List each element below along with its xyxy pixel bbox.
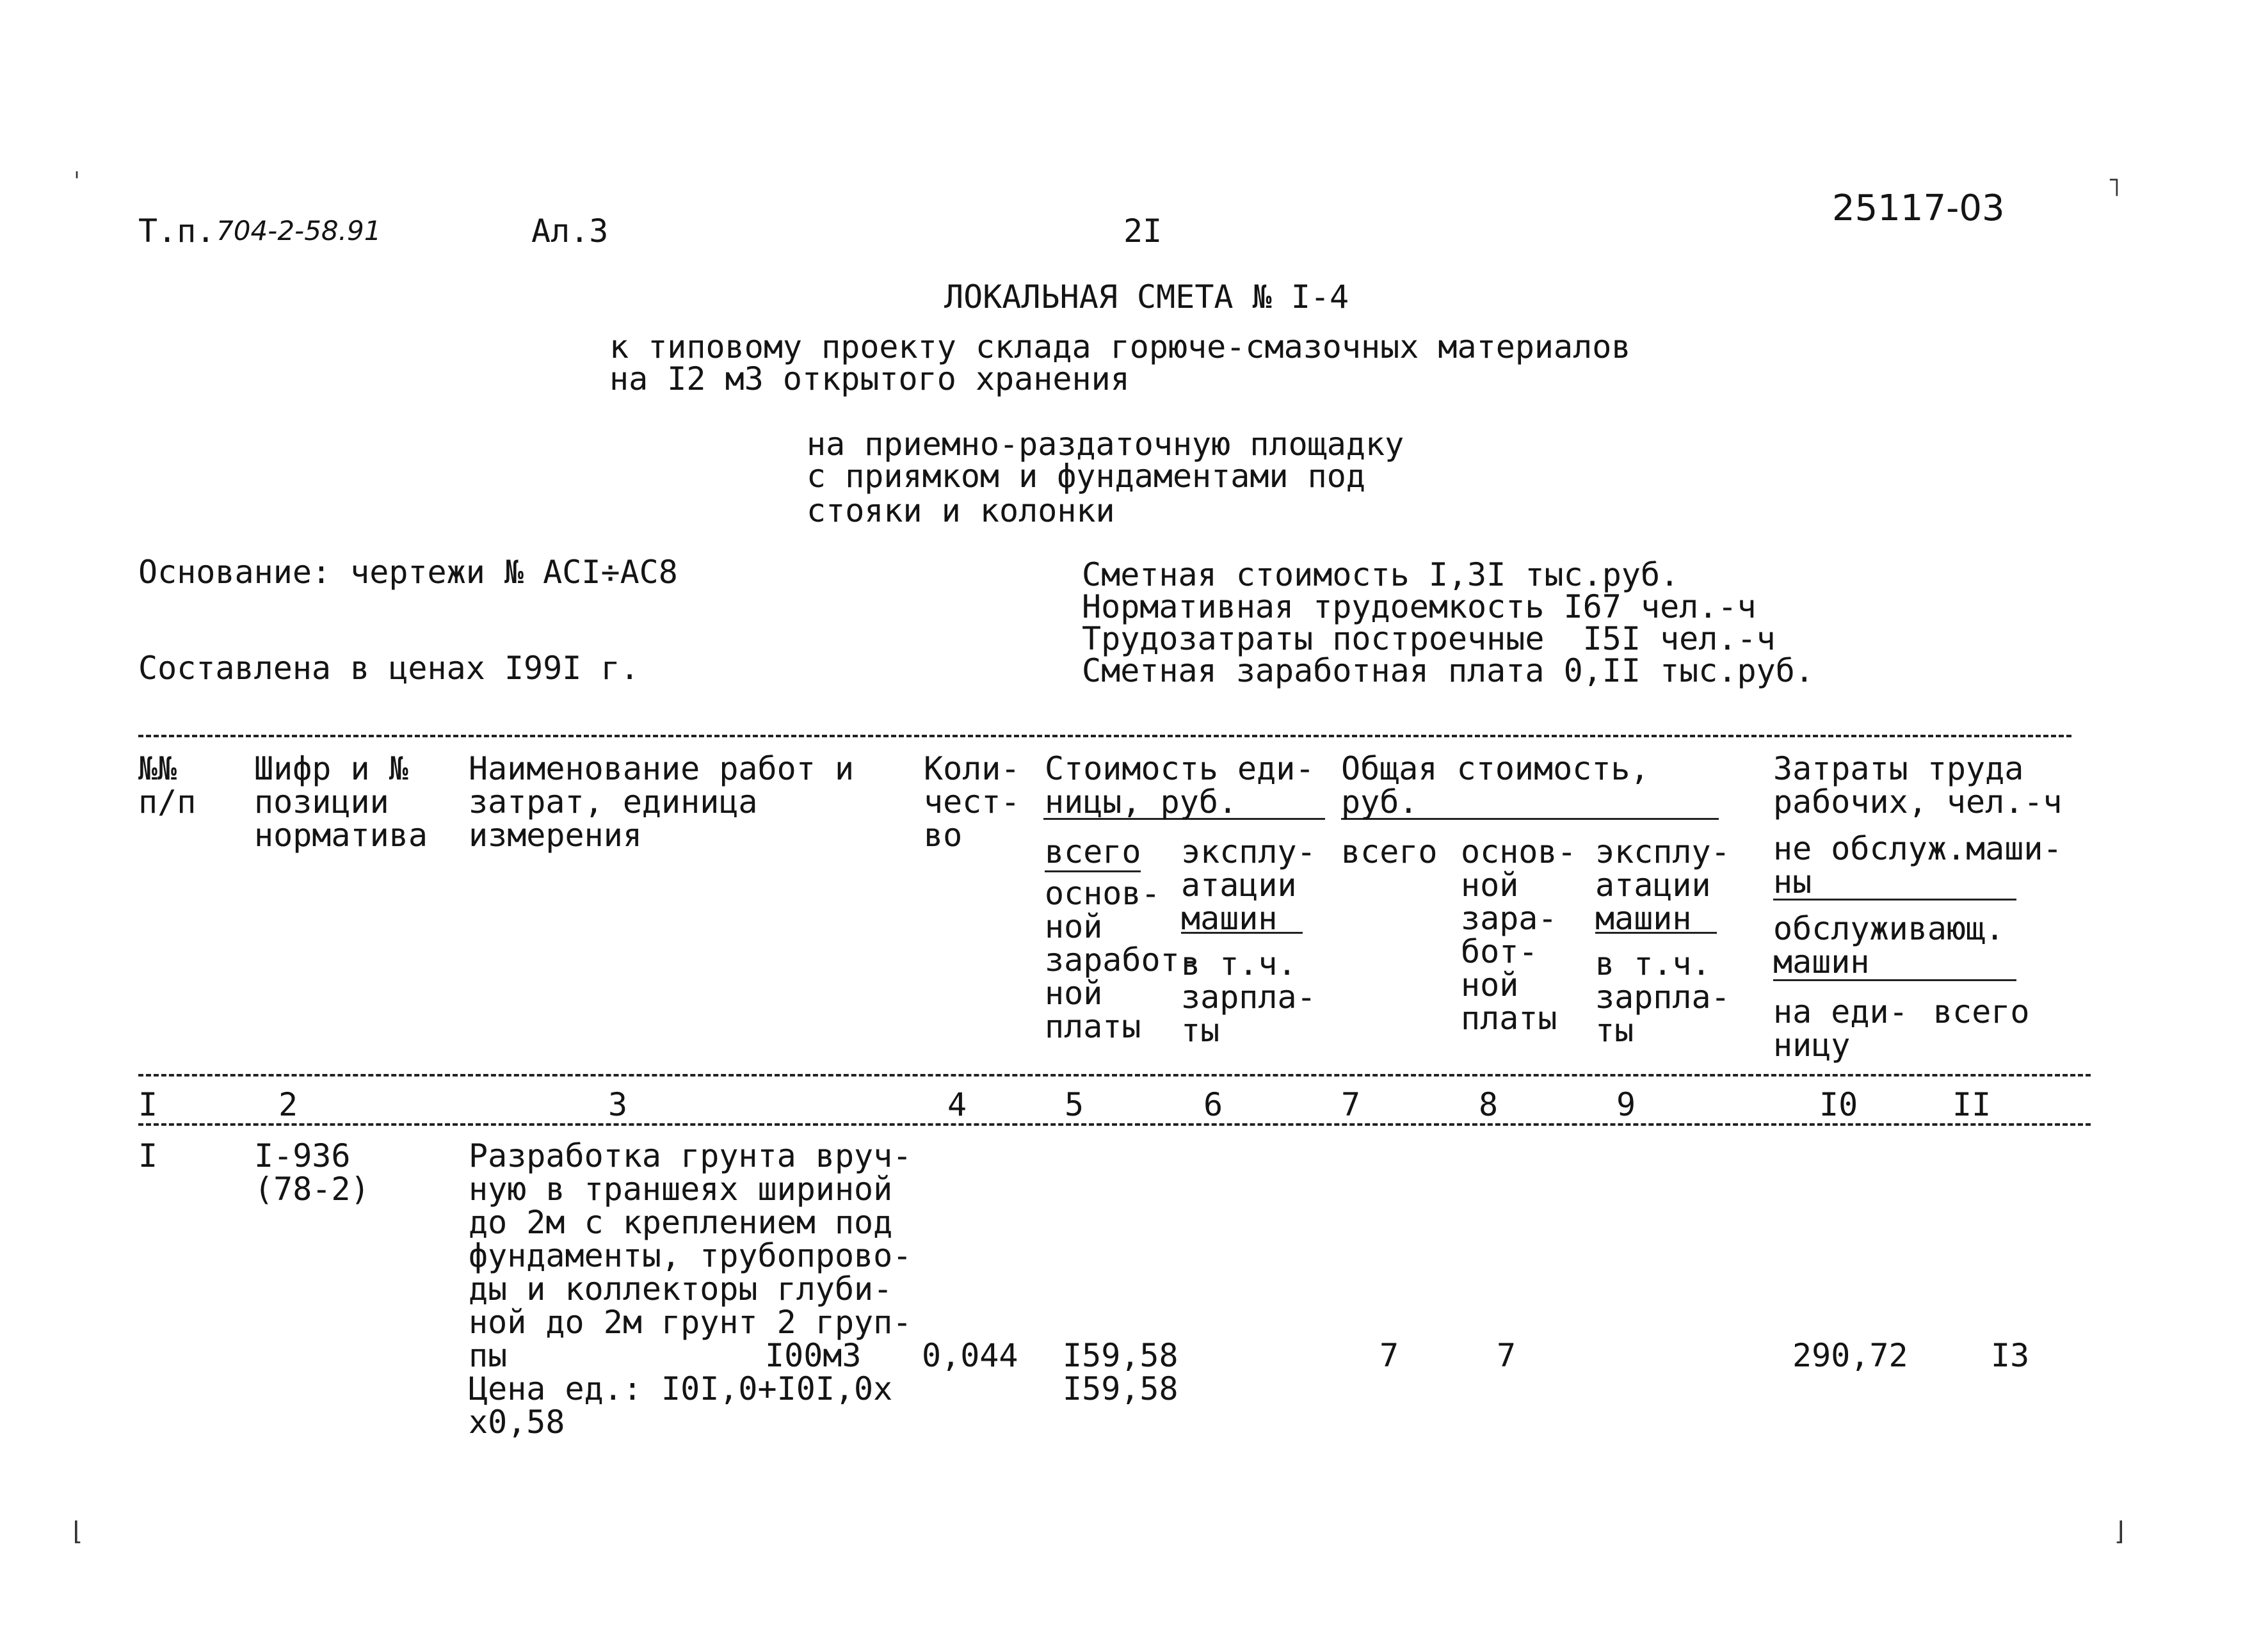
page-title: ЛОКАЛЬНАЯ СМЕТА № I-4	[944, 278, 1349, 316]
header-total-cost: Общая стоимость, руб.	[1341, 750, 1650, 821]
header-labor-machines: обслуживающ. машин	[1773, 910, 2005, 981]
row-unit-total: I59,58	[1063, 1337, 1178, 1374]
row-price-formula: Цена ед.: I0I,0+I0I,0х х0,58	[469, 1370, 893, 1441]
column-number-1: I	[138, 1086, 158, 1123]
page-number: 2I	[1123, 212, 1162, 250]
header-unit-machine-wages: в т.ч. зарпла- ты	[1181, 945, 1316, 1049]
unit-total-underline	[1045, 870, 1141, 872]
header-code: Шифр и № позиции норматива	[254, 750, 428, 854]
row-code: I-936 (78-2)	[254, 1137, 370, 1208]
corner-mark-bottom-right: ⌋	[2112, 1517, 2128, 1546]
object-line-2: с приямком и фундаментами под	[807, 458, 1365, 495]
table-top-rule	[138, 735, 2071, 737]
header-labor-total: всего	[1933, 993, 2030, 1030]
column-number-11: II	[1952, 1086, 1991, 1123]
summary-labor-site: Трудозатраты построечные I5I чел.-ч	[1082, 620, 1776, 657]
header-total-machine-wages: в т.ч. зарпла- ты	[1595, 945, 1730, 1049]
summary-labor-norm: Нормативная трудоемкость I67 чел.-ч	[1082, 588, 1757, 625]
header-total: всего	[1341, 833, 1438, 870]
column-number-10: I0	[1819, 1086, 1858, 1123]
summary-cost: Сметная стоимость I,3I тыс.руб.	[1082, 556, 1680, 593]
header-unit-wages: основ- ной заработ- ной платы	[1045, 875, 1199, 1045]
row-number: I	[138, 1137, 158, 1174]
corner-mark-bottom-left: ⌊	[69, 1517, 85, 1546]
corner-mark-top-right: ˥	[2106, 173, 2122, 202]
column-number-7: 7	[1341, 1086, 1361, 1123]
row-unit: I00м3	[765, 1337, 862, 1374]
basis-drawings: Основание: чертежи № АСI÷АС8	[138, 554, 678, 591]
row-quantity: 0,044	[922, 1337, 1018, 1374]
tp-prefix: Т.п.	[138, 212, 216, 250]
header-labor: Затраты труда рабочих, чел.-ч	[1773, 750, 2063, 821]
header-name: Наименование работ и затрат, единица измерения	[469, 750, 855, 854]
column-number-6: 6	[1203, 1086, 1223, 1123]
header-labor-per-unit: на еди- ницу	[1773, 993, 1908, 1064]
row-name: Разработка грунта вруч- ную в траншеях шириной до 2м с креплением под фундаменты, трубопрово- ды и коллекторы глуби- ной до 2м грунт 2 груп- пы	[469, 1137, 912, 1374]
row-total-wages: 7	[1497, 1337, 1516, 1374]
header-quantity: Коли- чест- во	[924, 750, 1020, 854]
column-numbers-rule	[138, 1123, 2091, 1126]
header-unit-total: всего	[1045, 833, 1141, 870]
summary-wages: Сметная заработная плата 0,II тыс.руб.	[1082, 652, 1814, 689]
header-unit-cost: Стоимость еди- ницы, руб.	[1045, 750, 1315, 821]
corner-mark-top-left: ˈ	[69, 168, 85, 197]
row-labor-total: I3	[1991, 1337, 2030, 1374]
column-number-8: 8	[1479, 1086, 1499, 1123]
header-bottom-rule	[138, 1074, 2091, 1077]
title-line-2: на I2 м3 открытого хранения	[609, 360, 1130, 397]
row-total: 7	[1379, 1337, 1399, 1374]
row-unit-wages: I59,58	[1063, 1370, 1178, 1407]
column-number-3: 3	[608, 1086, 628, 1123]
row-labor-per-unit: 290,72	[1792, 1337, 1908, 1374]
column-number-4: 4	[947, 1086, 967, 1123]
header-row-number: №№ п/п	[138, 750, 197, 821]
object-line-1: на приемно-раздаточную площадку	[807, 426, 1404, 463]
album-label: Ал.3	[531, 212, 609, 250]
document-code: 25117-03	[1832, 188, 2005, 229]
header-total-wages: основ- ной зара- бот- ной платы	[1461, 833, 1577, 1037]
header-total-machines: эксплу- атации машин	[1595, 833, 1730, 937]
tp-number: 704-2-58.91	[216, 215, 382, 246]
title-line-1: к типовому проекту склада горюче-смазочных материалов	[609, 328, 1631, 365]
basis-prices: Составлена в ценах I99I г.	[138, 650, 639, 687]
column-number-9: 9	[1616, 1086, 1636, 1123]
column-number-2: 2	[278, 1086, 298, 1123]
column-number-5: 5	[1065, 1086, 1084, 1123]
object-line-3: стояки и колонки	[807, 492, 1115, 529]
header-unit-machines: эксплу- атации машин	[1181, 833, 1316, 937]
header-labor-no-machines: не обслуж.маши- ны	[1773, 830, 2063, 901]
